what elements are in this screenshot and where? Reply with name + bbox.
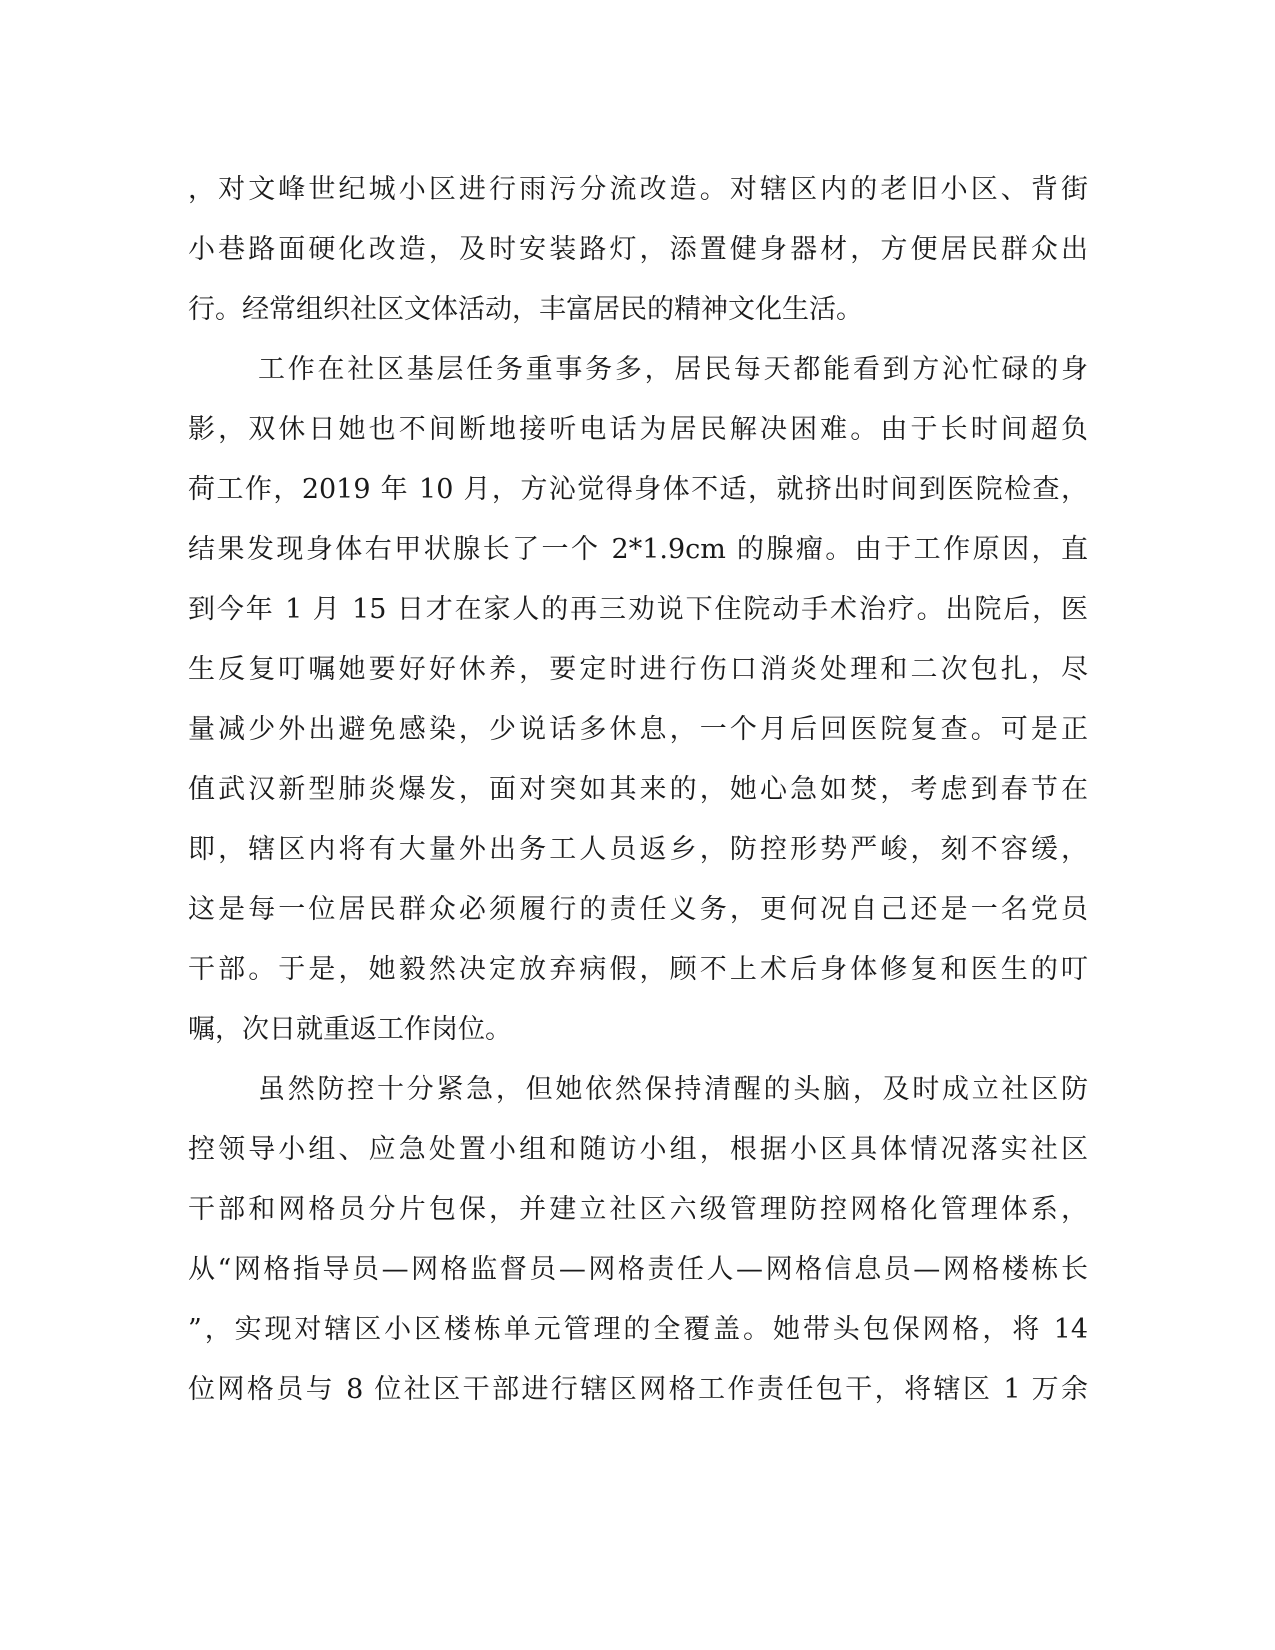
text-line: 结果发现身体右甲状腺长了一个 2*1.9cm 的腺瘤。由于工作原因，直 [188,534,1088,565]
text-line: 控领导小组、应急处置小组和随访小组，根据小区具体情况落实社区 [188,1134,1088,1165]
text-line: 从“网格指导员—网格监督员—网格责任人—网格信息员—网格楼栋长 [188,1254,1088,1285]
text-line: 这是每一位居民群众必须履行的责任义务，更何况自己还是一名党员 [188,894,1088,925]
text-line: 生反复叮嘱她要好好休养，要定时进行伤口消炎处理和二次包扎，尽 [188,654,1088,685]
text-line: 干部和网格员分片包保，并建立社区六级管理防控网格化管理体系， [188,1194,1088,1225]
text-line: 量减少外出避免感染，少说话多休息，一个月后回医院复查。可是正 [188,714,1088,745]
text-line: 小巷路面硬化改造，及时安装路灯，添置健身器材，方便居民群众出 [188,234,1088,265]
text-line: 虽然防控十分紧急，但她依然保持清醒的头脑，及时成立社区防 [258,1074,1088,1105]
text-line: 行。经常组织社区文体活动，丰富居民的精神文化生活。 [188,294,863,325]
text-line: 即，辖区内将有大量外出务工人员返乡，防控形势严峻，刻不容缓， [188,834,1088,865]
text-line: 影，双休日她也不间断地接听电话为居民解决困难。由于长时间超负 [188,414,1088,445]
text-line: ”，实现对辖区小区楼栋单元管理的全覆盖。她带头包保网格，将 14 [188,1314,1088,1345]
text-line: 嘱，次日就重返工作岗位。 [188,1014,512,1045]
text-line: ，对文峰世纪城小区进行雨污分流改造。对辖区内的老旧小区、背街 [188,174,1088,205]
document-body [188,160,1088,1420]
paragraph-3 [188,1060,1088,1420]
paragraph-1 [188,160,1088,340]
text-line: 到今年 1 月 15 日才在家人的再三劝说下住院动手术治疗。出院后，医 [188,594,1088,625]
text-line: 位网格员与 8 位社区干部进行辖区网格工作责任包干，将辖区 1 万余 [188,1374,1088,1405]
text-line: 荷工作，2019 年 10 月，方沁觉得身体不适，就挤出时间到医院检查， [188,474,1088,505]
paragraph-2 [188,340,1088,1060]
text-line: 值武汉新型肺炎爆发，面对突如其来的，她心急如焚，考虑到春节在 [188,774,1088,805]
text-line: 干部。于是，她毅然决定放弃病假，顾不上术后身体修复和医生的叮 [188,954,1088,985]
text-line: 工作在社区基层任务重事务多，居民每天都能看到方沁忙碌的身 [258,354,1088,385]
